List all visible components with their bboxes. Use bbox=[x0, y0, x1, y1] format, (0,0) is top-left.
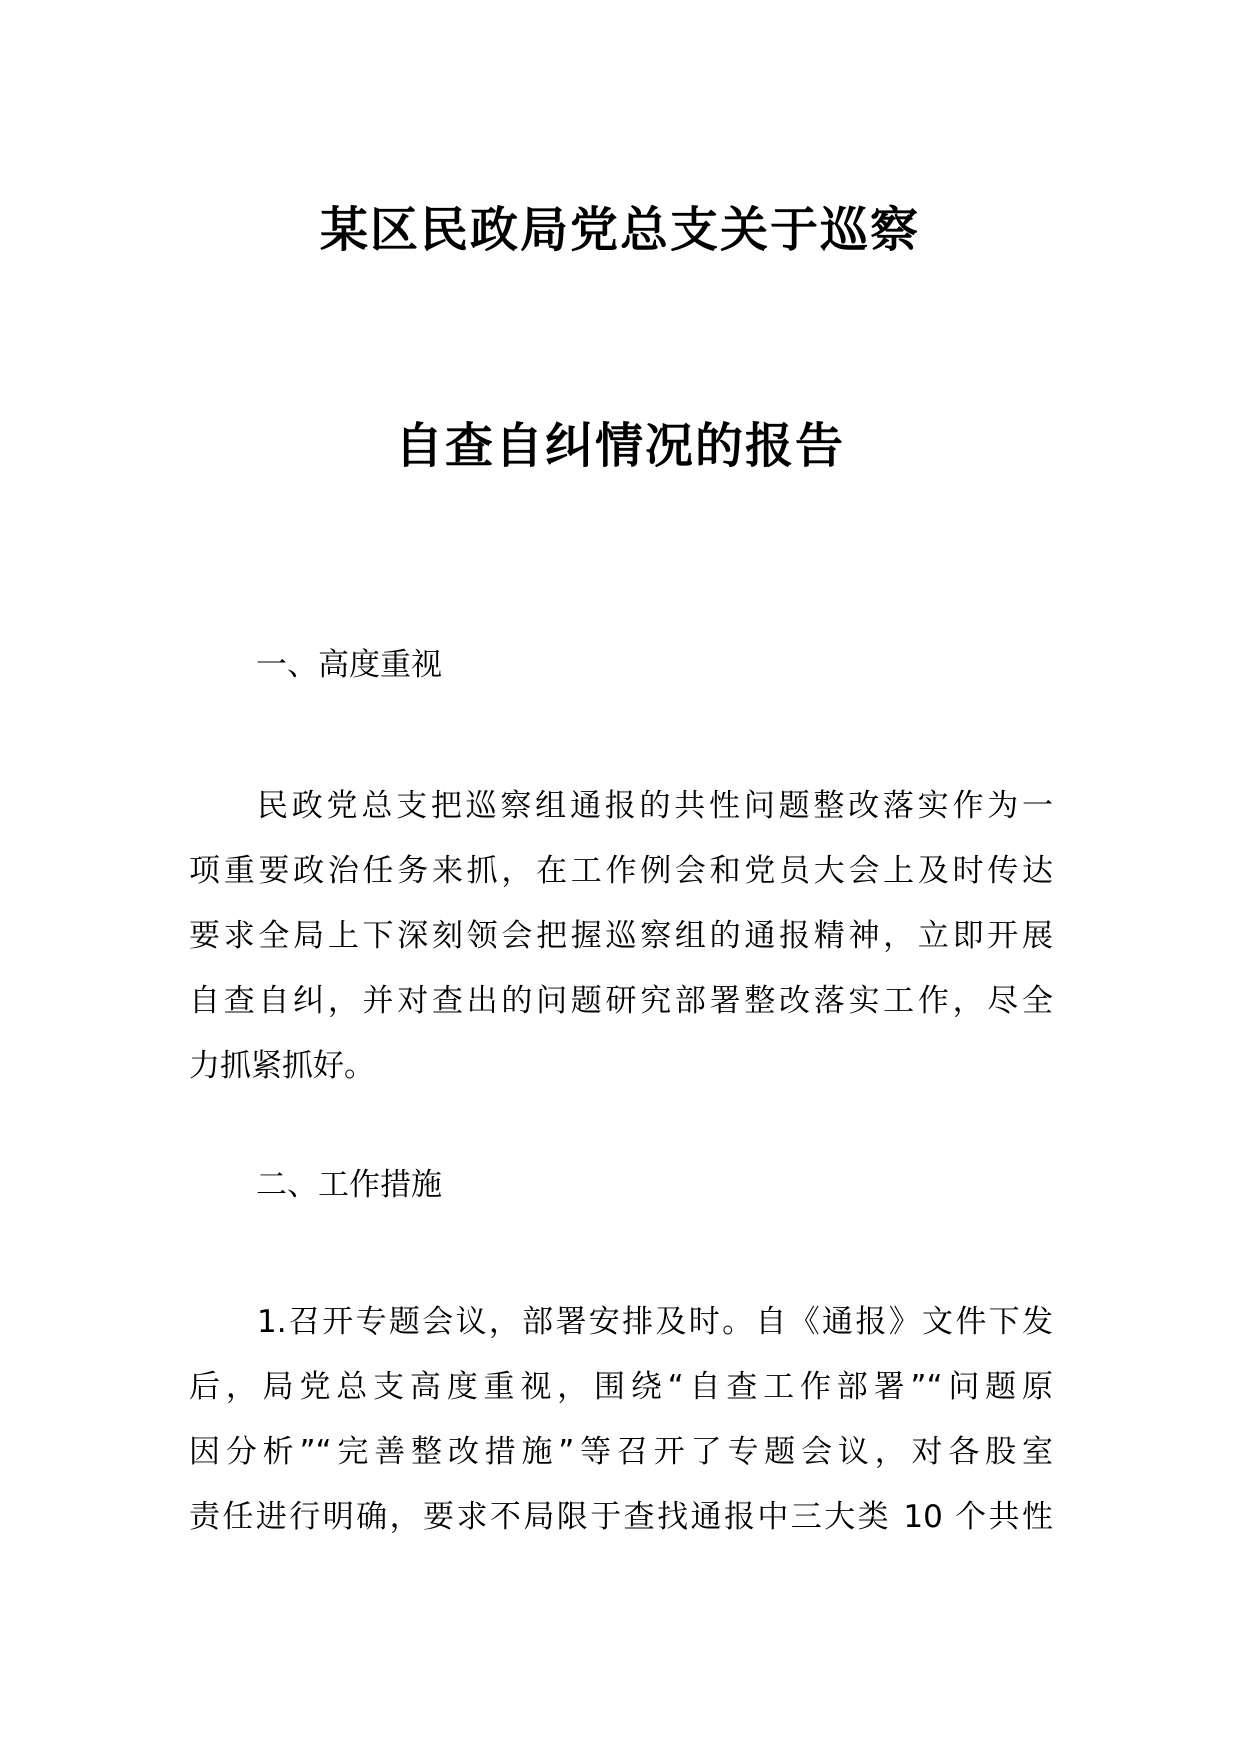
document-title-line-1: 某区民政局党总支关于巡察 bbox=[319, 202, 920, 258]
paragraph-line: 因分析”“完善整改措施”等召开了专题会议，对各股室 bbox=[189, 1434, 1053, 1470]
paragraph-line: 自查自纠，并对查出的问题研究部署整改落实工作，尽全 bbox=[189, 983, 1053, 1019]
section-heading-1: 一、高度重视 bbox=[256, 647, 442, 683]
document-title-line-2: 自查自纠情况的报告 bbox=[394, 418, 845, 474]
section-heading-2: 二、工作措施 bbox=[256, 1167, 442, 1203]
section-2-paragraph bbox=[189, 1302, 1053, 1562]
paragraph-line: 力抓紧抓好。 bbox=[189, 1048, 375, 1084]
paragraph-line: 后，局党总支高度重视，围绕“自查工作部署”“问题原 bbox=[189, 1369, 1053, 1405]
section-1-paragraph bbox=[189, 786, 1053, 1111]
paragraph-line: 民政党总支把巡察组通报的共性问题整改落实作为一 bbox=[257, 788, 1053, 824]
paragraph-line: 要求全局上下深刻领会把握巡察组的通报精神，立即开展 bbox=[189, 918, 1053, 954]
paragraph-line: 1.召开专题会议，部署安排及时。自《通报》文件下发 bbox=[257, 1304, 1053, 1340]
paragraph-line: 项重要政治任务来抓，在工作例会和党员大会上及时传达 bbox=[189, 853, 1053, 889]
paragraph-line: 责任进行明确，要求不局限于查找通报中三大类 10 个共性 bbox=[189, 1499, 1053, 1535]
